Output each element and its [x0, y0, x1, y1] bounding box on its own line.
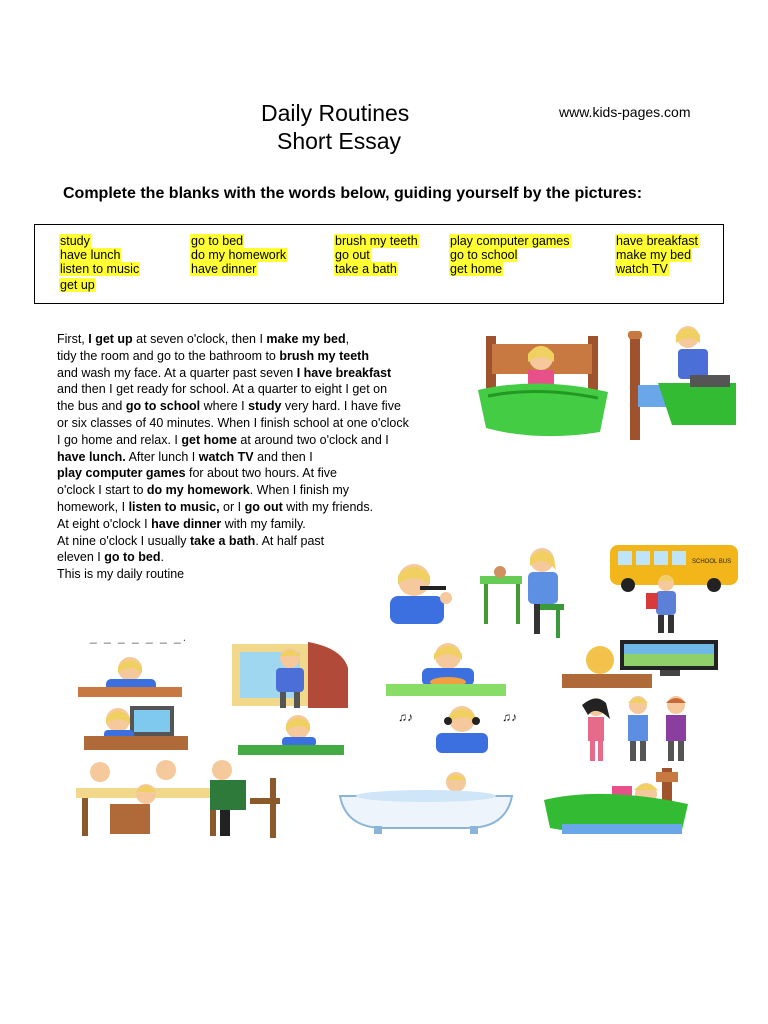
music-note-icon: ♫♪: [398, 710, 413, 724]
get-home-picture: [232, 638, 350, 710]
essay-line: tidy the room and go to the bathroom to brush my teeth: [57, 348, 369, 363]
have-dinner-picture: [70, 758, 290, 842]
essay-line: the bus and go to school where I study very hard. I have five: [57, 399, 401, 414]
word-bank-item: get up: [60, 278, 95, 292]
study-picture: [78, 655, 182, 701]
blank-line: _ _ _ _ _ _ _.: [90, 630, 189, 644]
word-bank-item: have dinner: [191, 262, 257, 276]
essay-text: [57, 331, 409, 583]
word-bank-item: go out: [335, 248, 370, 262]
bus-sign-text: SCHOOL BUS: [692, 559, 732, 565]
essay-line: and then I get ready for school. At a quarter to eight I get on: [57, 382, 388, 397]
word-bank-item: have breakfast: [616, 234, 698, 248]
page-title: Daily Routines: [261, 100, 410, 126]
word-bank-item: go to bed: [191, 234, 244, 248]
word-bank-item: listen to music: [60, 262, 140, 276]
essay-line: At eight o'clock I have dinner with my family.: [57, 516, 306, 531]
essay-line: play computer games for about two hours. At five: [57, 466, 337, 481]
essay-line: eleven I go to bed.: [57, 550, 164, 565]
essay-line: At nine o'clock I usually take a bath. At half past: [57, 533, 325, 548]
word-bank-item: take a bath: [335, 262, 397, 276]
word-bank-item: do my homework: [191, 248, 287, 262]
word-bank-box: [34, 224, 724, 304]
word-bank-item: make my bed: [616, 248, 692, 262]
essay-line: and wash my face. At a quarter past seven I have breakfast: [57, 365, 392, 380]
essay-line: First, I get up at seven o'clock, then I make my bed,: [57, 332, 350, 346]
word-bank-item: brush my teeth: [335, 234, 418, 248]
word-bank-item: study: [60, 234, 90, 248]
play-computer-games-picture: [80, 706, 188, 756]
get-up-picture: [478, 326, 613, 438]
page-subtitle: Short Essay: [277, 128, 401, 154]
word-bank-item: have lunch: [60, 248, 121, 262]
essay-line: or six classes of 40 minutes. When I finish school at one o'clock: [57, 415, 409, 430]
go-to-school-picture: [608, 543, 740, 635]
go-to-bed-picture: [542, 768, 692, 836]
have-lunch-picture: [386, 640, 506, 700]
music-note-icon: ♫♪: [502, 710, 517, 724]
do-homework-picture: [238, 713, 344, 757]
go-out-picture: [566, 695, 698, 765]
make-bed-picture: [628, 323, 740, 443]
website-url: www.kids-pages.com: [559, 104, 691, 120]
word-bank-item: get home: [450, 262, 503, 276]
word-bank-item: watch TV: [616, 262, 668, 276]
essay-line: o'clock I start to do my homework. When I finish my: [57, 483, 350, 498]
take-a-bath-picture: [338, 770, 514, 836]
brush-teeth-picture: [376, 558, 460, 626]
word-bank-item: go to school: [450, 248, 518, 262]
essay-line: This is my daily routine: [57, 567, 185, 582]
essay-line: have lunch. After lunch I watch TV and then I: [57, 449, 313, 464]
listen-to-music-picture: [398, 703, 524, 755]
essay-line: homework, I listen to music, or I go out with my friends.: [57, 499, 374, 514]
instructions: Complete the blanks with the words below, guiding yourself by the pictures:: [63, 185, 643, 202]
essay-line: I go home and relax. I get home at around two o'clock and I: [57, 432, 389, 447]
word-bank-item: play computer games: [450, 234, 570, 248]
have-breakfast-picture: [478, 546, 582, 642]
watch-tv-picture: [562, 640, 722, 692]
